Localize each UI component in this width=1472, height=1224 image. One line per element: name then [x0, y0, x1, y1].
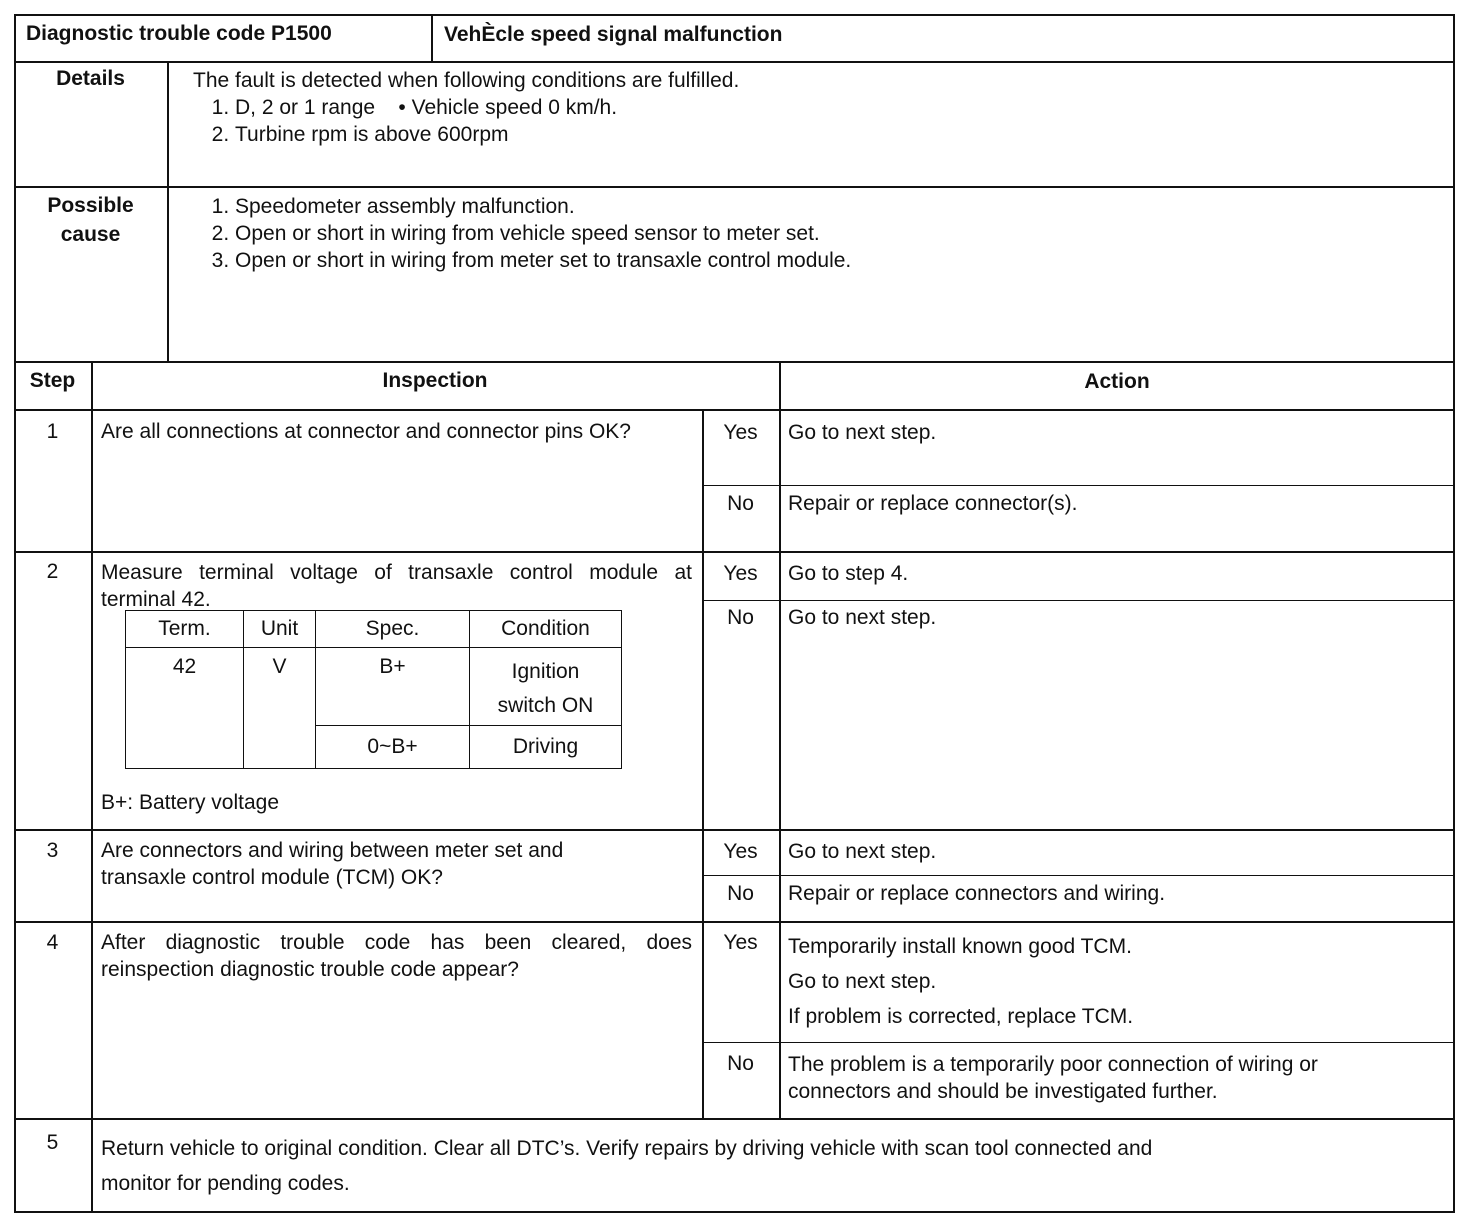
spec-header-spec: Spec. [316, 611, 470, 648]
possible-cause-2: 2. Open or short in wiring from vehicle speed sensor to meter set. [235, 220, 1433, 247]
spec-condition-ignition-line2: switch ON [497, 694, 594, 717]
details-body [193, 67, 1433, 148]
possible-cause-label-line1: Possible [47, 194, 134, 217]
possible-cause-label [14, 191, 167, 249]
step-3-inspection-line1: Are connectors and wiring between meter set and [101, 839, 564, 862]
step-4-yes-actions [788, 929, 1133, 1034]
step-5-text-line2: monitor for pending codes. [101, 1172, 350, 1195]
rule-below-step-3 [14, 921, 1455, 923]
rule-step-column [91, 361, 93, 1213]
possible-cause-3: 3. Open or short in wiring from meter set to transaxle control module. [235, 247, 1433, 274]
step-3-yes-label: Yes [723, 840, 758, 863]
step-3-inspection-line2: transaxle control module (TCM) OK? [101, 866, 443, 889]
dtc-title: VehÈcle speed signal malfunction [444, 23, 783, 46]
step-4-no-action-line2: connectors and should be investigated further. [788, 1080, 1218, 1103]
possible-cause-label-line2: cause [60, 223, 121, 246]
column-inspection: Inspection [382, 369, 488, 392]
step-3-no-label: No [727, 882, 754, 905]
rule-step1-yes-no [702, 485, 1455, 486]
step-3-number: 3 [46, 839, 59, 862]
step-4-yes-label: Yes [723, 931, 758, 954]
step-5-text [101, 1131, 1152, 1201]
step-4-no-action-line1: The problem is a temporarily poor connection of wiring or [788, 1053, 1318, 1076]
step-4-yes-action-1: Temporarily install known good TCM. [788, 935, 1132, 958]
column-action: Action [1084, 370, 1150, 393]
step-3-yes-action: Go to next step. [788, 840, 937, 863]
terminal-spec-table [125, 610, 622, 769]
details-condition-2: 2. Turbine rpm is above 600rpm [235, 121, 1433, 148]
step-1-no-action: Repair or replace connector(s). [788, 492, 1078, 515]
spec-condition-driving: Driving [470, 726, 622, 769]
step-2-note: B+: Battery voltage [101, 791, 280, 814]
step-4-yes-action-2: Go to next step. [788, 970, 937, 993]
step-1-no-label: No [727, 492, 754, 515]
rule-below-cause [14, 361, 1455, 363]
step-2-no-label: No [727, 606, 754, 629]
details-label: Details [56, 67, 125, 90]
possible-cause-list [193, 193, 1433, 274]
rule-below-step-2 [14, 829, 1455, 831]
spec-header-condition: Condition [470, 611, 622, 648]
step-5-number: 5 [46, 1131, 59, 1154]
rule-below-details [14, 186, 1455, 188]
spec-condition-ignition [470, 648, 622, 726]
step-1-yes-action: Go to next step. [788, 421, 937, 444]
spec-condition-ignition-line1: Ignition [511, 660, 580, 683]
rule-step2-yes-no [702, 600, 1455, 601]
column-step: Step [29, 369, 76, 392]
rule-below-step-1 [14, 551, 1455, 553]
step-4-inspection: After diagnostic trouble code has been cleared, does reinspection diagnostic trouble code appear? [101, 931, 692, 981]
rule-action-left [779, 409, 781, 1119]
step-2-no-action: Go to next step. [788, 606, 937, 629]
step-1-inspection: Are all connections at connector and connector pins OK? [101, 420, 631, 443]
rule-label-column [167, 61, 169, 362]
spec-term-value: 42 [126, 648, 244, 769]
step-3-no-action: Repair or replace connectors and wiring. [788, 882, 1166, 905]
spec-header-term: Term. [126, 611, 244, 648]
step-4-number: 4 [46, 931, 59, 954]
step-5-text-line1: Return vehicle to original condition. Clear all DTC’s. Verify repairs by driving vehicle with scan tool connected and [101, 1137, 1153, 1160]
step-1-number: 1 [46, 420, 59, 443]
details-conditions [193, 94, 1433, 148]
possible-cause-1: 1. Speedometer assembly malfunction. [235, 193, 1433, 220]
step-2-inspection: Measure terminal voltage of transaxle control module at terminal 42. [101, 561, 692, 611]
details-condition-1: 1. D, 2 or 1 range • Vehicle speed 0 km/h. [235, 94, 1433, 121]
spec-header-unit: Unit [244, 611, 316, 648]
step-3-inspection [101, 837, 692, 891]
details-intro: The fault is detected when following conditions are fulfilled. [193, 69, 740, 92]
rule-header-divider [431, 14, 433, 62]
spec-value-driving: 0~B+ [316, 726, 470, 769]
step-1-yes-label: Yes [723, 421, 758, 444]
rule-step4-yes-no [702, 1042, 1455, 1043]
step-2-yes-label: Yes [723, 562, 758, 585]
rule-below-header [14, 61, 1455, 63]
rule-step3-yes-no [702, 875, 1455, 876]
step-2-yes-action: Go to step 4. [788, 562, 909, 585]
spec-value-ignition: B+ [316, 648, 470, 726]
spec-unit-value: V [244, 648, 316, 769]
dtc-code-label: Diagnostic trouble code P1500 [26, 22, 332, 45]
step-2-number: 2 [46, 560, 59, 583]
step-4-yes-action-3: If problem is corrected, replace TCM. [788, 1005, 1134, 1028]
rule-below-step-4 [14, 1118, 1455, 1120]
step-4-no-action [788, 1051, 1318, 1105]
rule-below-column-headers [14, 409, 1455, 411]
step-4-no-label: No [727, 1052, 754, 1075]
